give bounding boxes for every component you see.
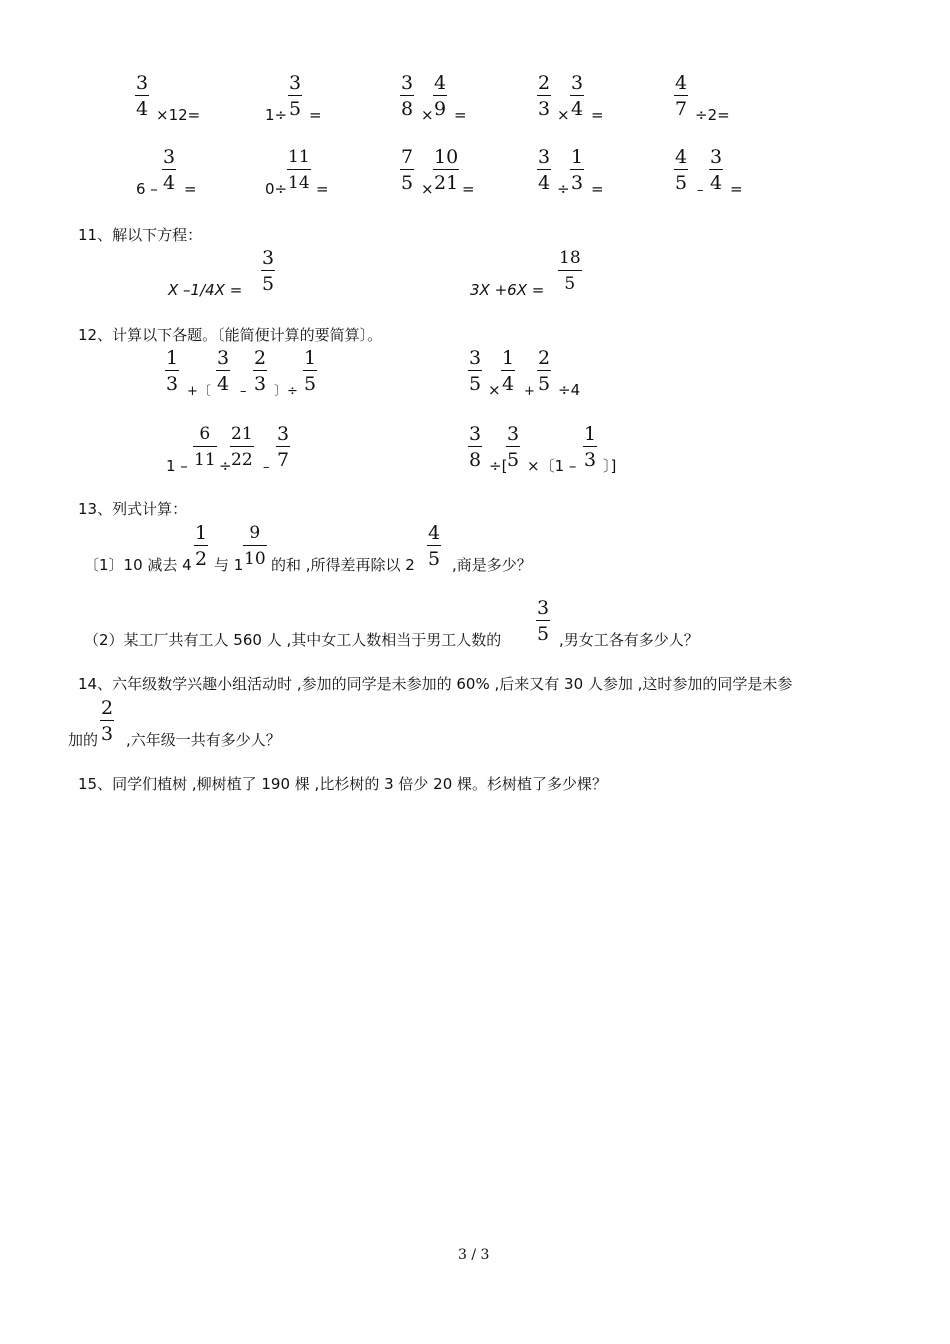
expression-text: ×12= (156, 106, 201, 124)
expression-text: = (730, 180, 743, 198)
fraction: 1 3 (584, 423, 597, 471)
expression-text: = (591, 180, 604, 198)
expression-text: = (454, 106, 467, 124)
expression-text: = (591, 106, 604, 124)
fraction: 3 8 (401, 72, 414, 120)
operator: 〕] (603, 457, 617, 475)
fraction: 3 4 (217, 347, 230, 395)
q13-part2-text: ,男女工各有多少人？ (559, 631, 699, 649)
fraction: 4 9 (434, 72, 447, 120)
operator: ÷4 (558, 381, 581, 399)
expression-text: = (184, 180, 197, 198)
fraction: 3 4 (571, 72, 584, 120)
question-14-text: 14、六年级数学兴趣小组活动时 ,参加的同学是未参加的 60% ,后来又有 30 人参加 ,这时参加的同学是未参 (78, 675, 793, 693)
fraction: 3 8 (469, 423, 482, 471)
fraction: 1 2 (195, 522, 208, 570)
fraction: 2 5 (538, 347, 551, 395)
fraction: 3 5 (289, 72, 302, 120)
q13-part1-text: 与 1 (214, 556, 244, 574)
fraction: 3 5 (537, 597, 550, 645)
fraction: 1 3 (166, 347, 179, 395)
question-12-title: 12、计算以下各题。〔能简便计算的要简算〕。 (78, 326, 383, 344)
operator: ÷ (219, 457, 232, 475)
fraction: 3 4 (163, 146, 176, 194)
operator: ÷[ (489, 457, 508, 475)
fraction: 1 5 (304, 347, 317, 395)
fraction: 21 22 (231, 424, 253, 470)
operator: 〕÷ (274, 384, 298, 399)
fraction: 10 21 (434, 146, 459, 194)
q13-part1-text: 的和 ,所得差再除以 2 (271, 556, 415, 574)
fraction: 3 4 (136, 72, 149, 120)
page-number: 3 / 3 (458, 1247, 490, 1263)
question-13-title: 13、列式计算： (78, 500, 188, 518)
operator: +〔 (187, 384, 211, 399)
fraction: 11 14 (288, 147, 310, 193)
fraction: 6 11 (194, 424, 216, 470)
operator: + (524, 384, 535, 399)
operator: × (488, 381, 501, 399)
q13-part1-text: 〔1〕10 减去 4 (84, 556, 192, 574)
fraction: 3 4 (710, 146, 723, 194)
fraction: 3 7 (277, 423, 290, 471)
fraction: 2 3 (101, 697, 114, 745)
q13-part1-text: ,商是多少？ (452, 556, 532, 574)
operator: × (421, 180, 434, 198)
expression-text: 1 – (166, 457, 188, 475)
operator: ÷ (557, 180, 570, 198)
operator: × (421, 106, 434, 124)
fraction: 3 5 (262, 247, 275, 295)
q13-part2-text: （2）某工厂共有工人 560 人 ,其中女工人数相当于男工人数的 (84, 631, 502, 649)
operator: × (557, 106, 570, 124)
fraction: 3 5 (469, 347, 482, 395)
expression-text: = (316, 180, 329, 198)
fraction: 3 5 (507, 423, 520, 471)
fraction: 4 5 (428, 522, 441, 570)
expression-text: 0÷ (265, 180, 288, 198)
fraction: 3 4 (538, 146, 551, 194)
fraction: 1 3 (571, 146, 584, 194)
fraction: 4 5 (675, 146, 688, 194)
operator: – (240, 384, 247, 399)
operator: – (697, 183, 704, 198)
expression-text: = (309, 106, 322, 124)
fraction: 2 3 (538, 72, 551, 120)
fraction: 4 7 (675, 72, 688, 120)
question-14-text: ,六年级一共有多少人？ (126, 731, 281, 749)
operator: – (263, 460, 270, 475)
fraction: 7 5 (401, 146, 414, 194)
question-11-title: 11、解以下方程： (78, 226, 203, 244)
question-14-text: 加的 (68, 731, 99, 749)
fraction: 2 3 (254, 347, 267, 395)
equation-2-text: 3X +6X = (470, 281, 545, 299)
expression-text: ÷2= (695, 106, 730, 124)
fraction: 9 10 (244, 523, 266, 569)
expression-text: = (462, 180, 475, 198)
operator: ×〔1 – (527, 457, 577, 475)
expression-text: 6 – (136, 180, 158, 198)
expression-text: 1÷ (265, 106, 288, 124)
fraction: 18 5 (559, 248, 581, 294)
question-15-text: 15、同学们植树 ,柳树植了 190 棵 ,比杉树的 3 倍少 20 棵。杉树植了多少棵？ (78, 775, 608, 793)
fraction: 1 4 (502, 347, 515, 395)
equation-1-text: X –1/4X = (168, 281, 243, 299)
